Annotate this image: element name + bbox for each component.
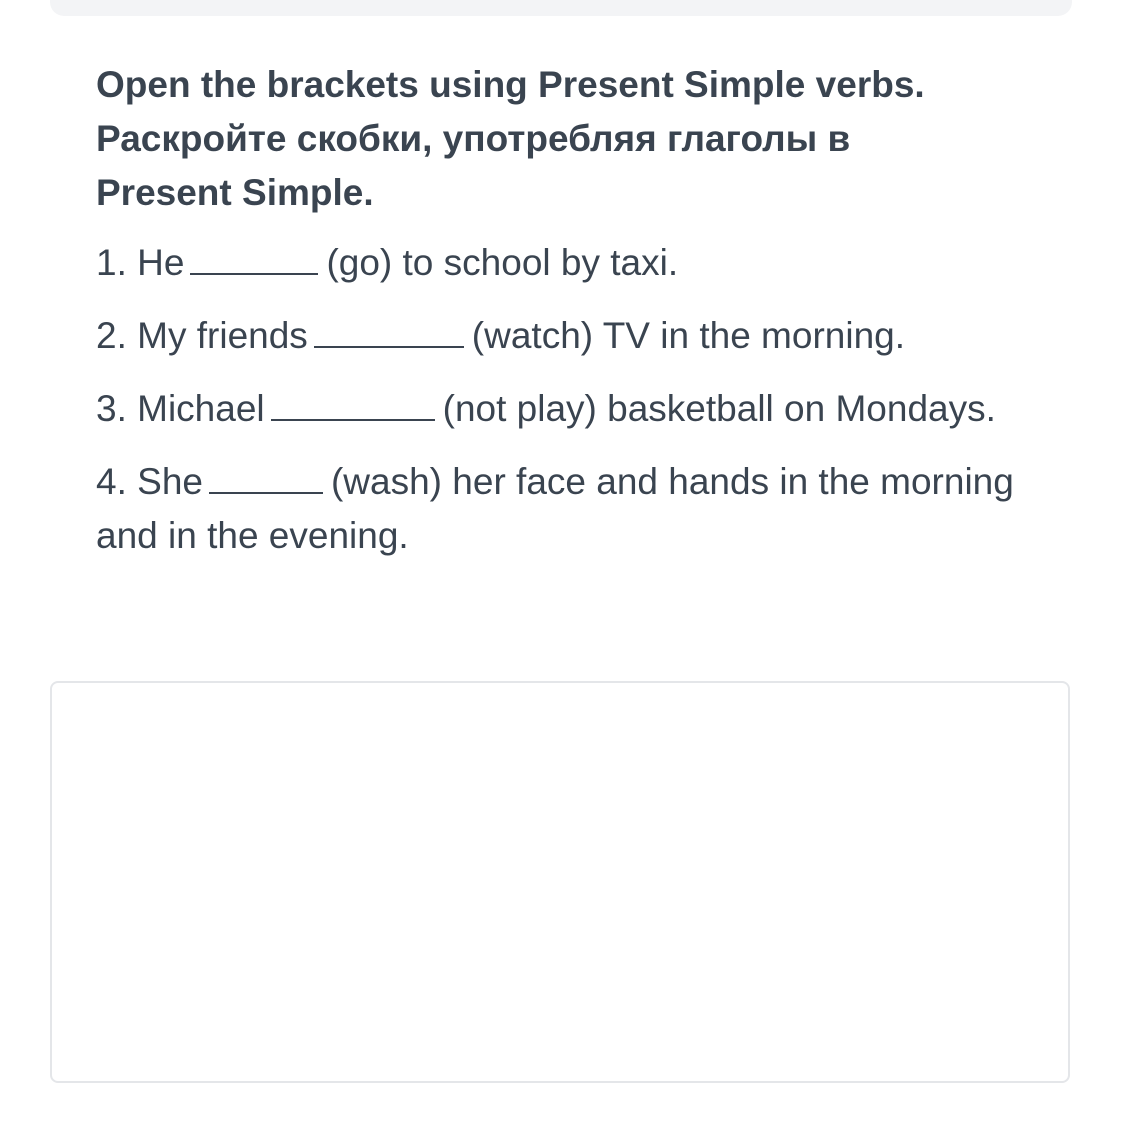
exercise-item-1 xyxy=(96,236,1056,290)
exercise-number: 4. xyxy=(96,461,127,502)
exercise-item-4 xyxy=(96,455,1056,563)
exercise-number: 3. xyxy=(96,388,127,429)
exercise-text-before: My friends xyxy=(137,315,308,356)
exercise-text-before: He xyxy=(137,242,185,283)
instruction-english: Open the brackets using Present Simple verbs. xyxy=(96,64,925,105)
instruction-russian: Раскройте скобки, употребляя глаголы в xyxy=(96,118,851,159)
answer-blank xyxy=(271,383,435,421)
exercise-item-2 xyxy=(96,309,1056,363)
question-content xyxy=(96,58,1056,582)
exercise-item-3 xyxy=(96,382,1056,436)
exercise-number: 2. xyxy=(96,315,127,356)
exercise-text-after: (not play) basketball on Mondays. xyxy=(442,388,996,429)
instruction-russian-end: Present Simple. xyxy=(96,172,374,213)
exercise-text-after: (go) to school by taxi. xyxy=(326,242,679,283)
answer-blank xyxy=(190,237,318,275)
task-instructions xyxy=(96,58,1056,220)
exercise-text-before: She xyxy=(137,461,203,502)
exercise-number: 1. xyxy=(96,242,127,283)
top-card-edge xyxy=(50,0,1072,16)
exercise-text-before: Michael xyxy=(137,388,265,429)
answer-text-area[interactable] xyxy=(50,681,1070,1083)
exercise-list xyxy=(96,236,1056,563)
exercise-text-after: (watch) TV in the morning. xyxy=(471,315,906,356)
answer-blank xyxy=(314,310,464,348)
exercise-text-after: (wash) her face and hands in the morning and in the evening. xyxy=(96,461,1014,556)
answer-blank xyxy=(209,456,323,494)
